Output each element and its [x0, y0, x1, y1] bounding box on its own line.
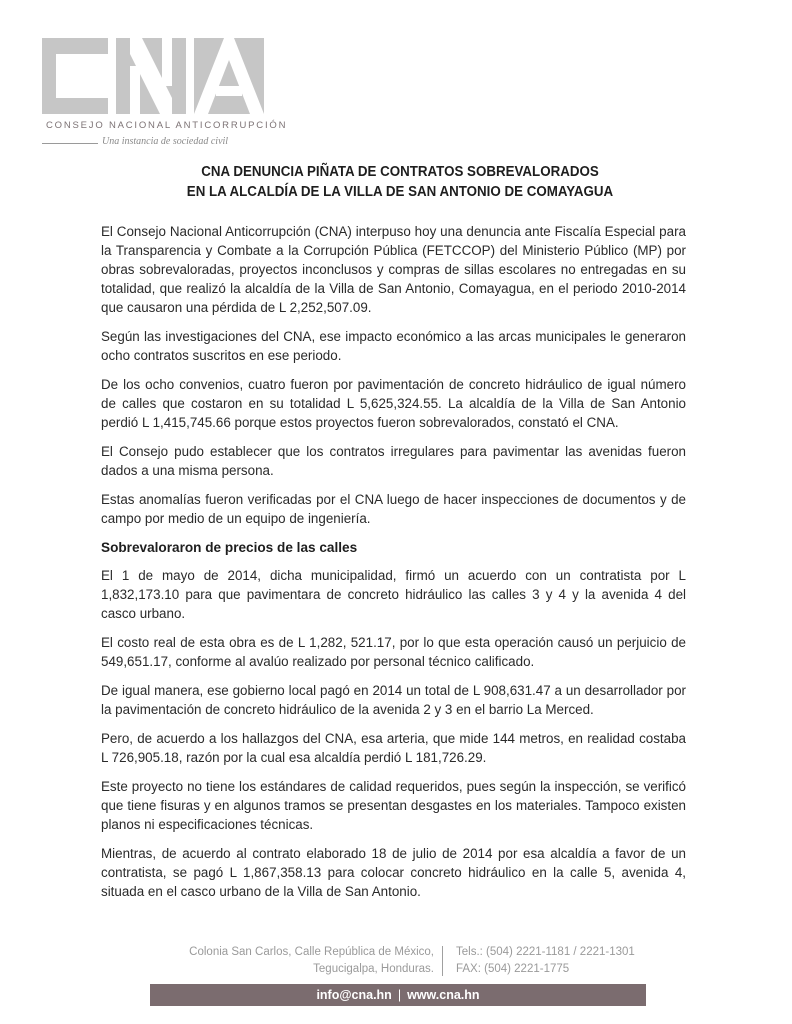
email-link[interactable]: info@cna.hn [316, 988, 392, 1002]
footer-contact [456, 944, 696, 978]
body-paragraph: El Consejo pudo establecer que los contratos irregulares para pavimentar las avenidas fueron dados a una misma persona. [101, 444, 686, 478]
organization-name: CONSEJO NACIONAL ANTICORRUPCIÓN [46, 120, 288, 131]
address-line-2: Tegucigalpa, Honduras. [313, 963, 434, 975]
fax-line: FAX: (504) 2221-1775 [456, 963, 570, 975]
body-paragraph: De igual manera, ese gobierno local pagó en 2014 un total de L 908,631.47 a un desarrollador por la pavimentación de concreto hidráulico de la avenida 2 y 3 en el barrio La Merced. [101, 683, 686, 717]
press-release-headline [152, 162, 649, 202]
organization-tagline: Una instancia de sociedad civil [102, 136, 229, 147]
section-heading: Sobrevaloraron de precios de las calles [101, 540, 358, 555]
body-paragraph: El 1 de mayo de 2014, dicha municipalidad, firmó un acuerdo con un contratista por L 1,832,173.10 para que pavimentara de concreto hidráulico las calles 3 y 4 y la avenida 4 del casco urbano. [101, 568, 686, 621]
website-link[interactable]: www.cna.hn [407, 988, 480, 1002]
headline-line-2: EN LA ALCALDÍA DE LA VILLA DE SAN ANTONIO DE COMAYAGUA [186, 184, 614, 200]
logo-divider [42, 143, 98, 144]
body-paragraph: Este proyecto no tiene los estándares de calidad requeridos, pues según la inspección, se verificó que tiene fisuras y en algunos tramos se presentan desgastes en los materiales. Tampoco existen planos ni especificaciones técnicas. [101, 779, 686, 832]
body-paragraph: Según las investigaciones del CNA, ese impacto económico a las arcas municipales le generaron ocho contratos suscritos en ese periodo. [101, 329, 686, 363]
body-paragraph: Pero, de acuerdo a los hallazgos del CNA, esa arteria, que mide 144 metros, en realidad costaba L 726,905.18, razón por la cual esa alcaldía perdió L 181,726.29. [101, 731, 686, 765]
address-line-1: Colonia San Carlos, Calle República de México, [189, 946, 434, 958]
body-paragraph: Estas anomalías fueron verificadas por el CNA luego de hacer inspecciones de documentos y de campo por medio de un equipo de ingeniería. [101, 492, 686, 526]
footer-divider [442, 946, 443, 976]
footer-contact-bar [150, 984, 646, 1006]
cna-logo [42, 38, 288, 147]
headline-line-1: CNA DENUNCIA PIÑATA DE CONTRATOS SOBREVALORADOS [201, 164, 599, 180]
body-paragraph: De los ocho convenios, cuatro fueron por pavimentación de concreto hidráulico de igual número de calles que costaron en su totalidad L 5,625,324.55. La alcaldía de la Villa de San Antonio perdió L 1,415,745.66 porque estos proyectos fueron sobrevalorados, constató el CNA. [101, 377, 686, 430]
body-paragraph: El costo real de esta obra es de L 1,282, 521.17, por lo que esta operación causó un perjuicio de 549,651.17, conforme al avalúo realizado por personal técnico calificado. [101, 635, 686, 669]
cna-logo-mark [42, 38, 264, 114]
press-release-body [101, 222, 686, 911]
body-paragraph: El Consejo Nacional Anticorrupción (CNA) interpuso hoy una denuncia ante Fiscalía Especial para la Transparencia y Combate a la Corrupción Pública (FETCCOP) del Ministerio Público (MP) por obras sobrevaloradas, proyectos inconclusos y compras de sillas escolares no entregadas en su totalidad, que realizó la alcaldía de la Villa de San Antonio, Comayagua, en el periodo 2010-2014 que causaron una pérdida de L 2,252,507.09. [101, 224, 686, 315]
phone-line: Tels.: (504) 2221-1181 / 2221-1301 [456, 946, 635, 958]
footer-address [150, 944, 434, 978]
body-paragraph: Mientras, de acuerdo al contrato elaborado 18 de julio de 2014 por esa alcaldía a favor de un contratista, se pagó L 1,867,358.13 para colocar concreto hidráulico en la calle 5, avenida 4, situada en el casco urbano de la Villa de San Antonio. [101, 846, 686, 899]
contact-separator: | [397, 988, 402, 1002]
